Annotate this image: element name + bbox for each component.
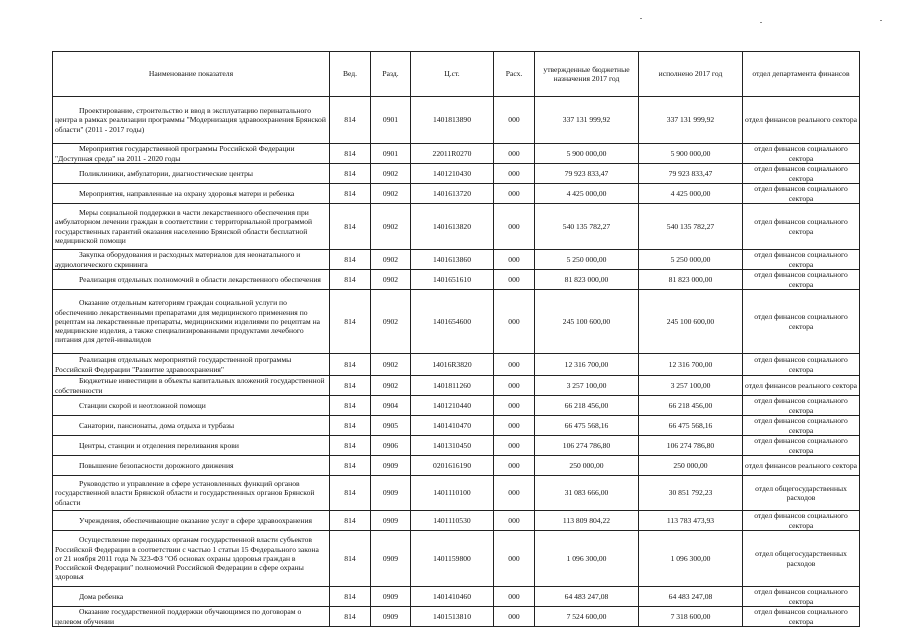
row-rash: 000 xyxy=(494,476,535,511)
row-approved: 337 131 999,92 xyxy=(535,97,639,144)
row-tsst: 1401210440 xyxy=(411,396,494,416)
row-name: Мероприятия государственной программы Российской Федерации "Доступная среда" на 2011 - 2020 годы xyxy=(53,144,330,164)
row-executed: 66 218 456,00 xyxy=(639,396,743,416)
row-approved: 245 100 600,00 xyxy=(535,290,639,354)
row-rash: 000 xyxy=(494,184,535,204)
row-razd: 0902 xyxy=(371,270,411,290)
row-approved: 5 250 000,00 xyxy=(535,250,639,270)
row-razd: 0902 xyxy=(371,290,411,354)
row-razd: 0901 xyxy=(371,144,411,164)
row-approved: 79 923 833,47 xyxy=(535,164,639,184)
header-ved: Вед. xyxy=(330,52,371,97)
row-rash: 000 xyxy=(494,97,535,144)
row-razd: 0901 xyxy=(371,97,411,144)
row-tsst: 1401159800 xyxy=(411,531,494,587)
row-executed: 337 131 999,92 xyxy=(639,97,743,144)
row-rash: 000 xyxy=(494,456,535,476)
row-tsst: 22011R0270 xyxy=(411,144,494,164)
row-executed: 5 250 000,00 xyxy=(639,250,743,270)
row-razd: 0906 xyxy=(371,436,411,456)
row-ved: 814 xyxy=(330,250,371,270)
row-rash: 000 xyxy=(494,436,535,456)
scan-speck xyxy=(760,22,762,23)
row-tsst: 1401110530 xyxy=(411,511,494,531)
header-razd: Разд. xyxy=(371,52,411,97)
row-executed: 4 425 000,00 xyxy=(639,184,743,204)
row-executed: 250 000,00 xyxy=(639,456,743,476)
row-ved: 814 xyxy=(330,184,371,204)
row-department: отдел финансов реального сектора xyxy=(743,376,860,396)
header-approved: утвержденные бюджетные назначения 2017 год xyxy=(535,52,639,97)
table-row xyxy=(53,531,860,587)
table-row xyxy=(53,607,860,627)
row-rash: 000 xyxy=(494,416,535,436)
row-razd: 0902 xyxy=(371,250,411,270)
row-tsst: 1401811260 xyxy=(411,376,494,396)
row-ved: 814 xyxy=(330,204,371,250)
row-name: Бюджетные инвестиции в объекты капитальных вложений государственной собственности xyxy=(53,376,330,396)
header-executed: исполнено 2017 год xyxy=(639,52,743,97)
row-ved: 814 xyxy=(330,531,371,587)
table-row xyxy=(53,184,860,204)
row-approved: 3 257 100,00 xyxy=(535,376,639,396)
row-rash: 000 xyxy=(494,270,535,290)
row-razd: 0902 xyxy=(371,354,411,376)
row-rash: 000 xyxy=(494,376,535,396)
row-department: отдел финансов социального сектора xyxy=(743,396,860,416)
row-department: отдел финансов социального сектора xyxy=(743,587,860,607)
scan-speck xyxy=(880,20,882,21)
row-executed: 81 823 000,00 xyxy=(639,270,743,290)
row-ved: 814 xyxy=(330,97,371,144)
row-executed: 64 483 247,08 xyxy=(639,587,743,607)
table-row xyxy=(53,396,860,416)
table-row xyxy=(53,587,860,607)
table-body xyxy=(53,97,860,627)
row-tsst: 1401310450 xyxy=(411,436,494,456)
row-razd: 0905 xyxy=(371,416,411,436)
row-executed: 79 923 833,47 xyxy=(639,164,743,184)
row-rash: 000 xyxy=(494,607,535,627)
row-ved: 814 xyxy=(330,607,371,627)
row-rash: 000 xyxy=(494,204,535,250)
row-executed: 245 100 600,00 xyxy=(639,290,743,354)
row-razd: 0902 xyxy=(371,204,411,250)
table-header-row xyxy=(53,52,860,97)
header-tsst: Ц.ст. xyxy=(411,52,494,97)
row-ved: 814 xyxy=(330,290,371,354)
table-row xyxy=(53,416,860,436)
row-approved: 5 900 000,00 xyxy=(535,144,639,164)
row-approved: 66 218 456,00 xyxy=(535,396,639,416)
row-rash: 000 xyxy=(494,250,535,270)
row-rash: 000 xyxy=(494,511,535,531)
row-tsst: 1401410460 xyxy=(411,587,494,607)
row-name: Реализация отдельных мероприятий государственной программы Российской Федерации "Развитие здравоохранения" xyxy=(53,354,330,376)
row-tsst: 14016R3820 xyxy=(411,354,494,376)
row-tsst: 1401654600 xyxy=(411,290,494,354)
row-tsst: 1401651610 xyxy=(411,270,494,290)
row-tsst: 1401813890 xyxy=(411,97,494,144)
row-name: Осуществление переданных органам государственной власти субъектов Российской Федерации в соответствии с частью 1 статьи 15 Федерального закона от 21 ноября 2011 года № 323-ФЗ "Об основах охраны здоровья граждан в Российской Федерации" полномочий Российской Федерации в сфере охраны здоровья xyxy=(53,531,330,587)
row-executed: 5 900 000,00 xyxy=(639,144,743,164)
row-name: Оказание государственной поддержки обучающимся по договорам о целевом обучении xyxy=(53,607,330,627)
row-tsst: 1401613820 xyxy=(411,204,494,250)
row-razd: 0909 xyxy=(371,476,411,511)
row-department: отдел общегосударственных расходов xyxy=(743,476,860,511)
row-approved: 250 000,00 xyxy=(535,456,639,476)
row-ved: 814 xyxy=(330,164,371,184)
row-department: отдел финансов социального сектора xyxy=(743,270,860,290)
header-name: Наименование показателя xyxy=(53,52,330,97)
row-name: Центры, станции и отделения переливания крови xyxy=(53,436,330,456)
row-approved: 64 483 247,08 xyxy=(535,587,639,607)
row-executed: 66 475 568,16 xyxy=(639,416,743,436)
row-name: Оказание отдельным категориям граждан социальной услуги по обеспечению лекарственными препаратами для медицинского применения по рецептам на лекарственные препараты, медицинскими изделиями по рецептам на медицинские изделия, а также специализированными продуктами лечебного питания для детей-инвалидов xyxy=(53,290,330,354)
row-tsst: 1401110100 xyxy=(411,476,494,511)
scan-speck xyxy=(640,18,642,19)
row-razd: 0902 xyxy=(371,184,411,204)
table-row xyxy=(53,354,860,376)
row-name: Реализация отдельных полномочий в области лекарственного обеспечения xyxy=(53,270,330,290)
row-executed: 7 318 600,00 xyxy=(639,607,743,627)
row-razd: 0902 xyxy=(371,376,411,396)
row-executed: 113 783 473,93 xyxy=(639,511,743,531)
row-department: отдел общегосударственных расходов xyxy=(743,531,860,587)
table-row xyxy=(53,290,860,354)
row-rash: 000 xyxy=(494,144,535,164)
row-department: отдел финансов социального сектора xyxy=(743,354,860,376)
row-executed: 30 851 792,23 xyxy=(639,476,743,511)
row-executed: 3 257 100,00 xyxy=(639,376,743,396)
row-executed: 540 135 782,27 xyxy=(639,204,743,250)
row-razd: 0909 xyxy=(371,607,411,627)
row-razd: 0904 xyxy=(371,396,411,416)
row-approved: 12 316 700,00 xyxy=(535,354,639,376)
row-executed: 106 274 786,80 xyxy=(639,436,743,456)
row-department: отдел финансов реального сектора xyxy=(743,97,860,144)
row-razd: 0902 xyxy=(371,164,411,184)
row-approved: 7 524 600,00 xyxy=(535,607,639,627)
table-row xyxy=(53,270,860,290)
row-department: отдел финансов социального сектора xyxy=(743,144,860,164)
row-ved: 814 xyxy=(330,416,371,436)
row-approved: 1 096 300,00 xyxy=(535,531,639,587)
row-razd: 0909 xyxy=(371,587,411,607)
row-name: Станции скорой и неотложной помощи xyxy=(53,396,330,416)
row-name: Меры социальной поддержки в части лекарственного обеспечения при амбулаторном лечении граждан в соответствии с территориальной программой государственных гарантий оказания населению Брянской области бесплатной медицинской помощи xyxy=(53,204,330,250)
row-name: Закупка оборудования и расходных материалов для неонатального и аудиологического скрининга xyxy=(53,250,330,270)
row-name: Дома ребенка xyxy=(53,587,330,607)
row-approved: 4 425 000,00 xyxy=(535,184,639,204)
table-row xyxy=(53,456,860,476)
row-name: Повышение безопасности дорожного движения xyxy=(53,456,330,476)
table-row xyxy=(53,250,860,270)
row-tsst: 1401410470 xyxy=(411,416,494,436)
row-approved: 113 809 804,22 xyxy=(535,511,639,531)
row-razd: 0909 xyxy=(371,531,411,587)
row-executed: 12 316 700,00 xyxy=(639,354,743,376)
row-department: отдел финансов реального сектора xyxy=(743,456,860,476)
header-department: отдел департамента финансов xyxy=(743,52,860,97)
row-department: отдел финансов социального сектора xyxy=(743,416,860,436)
row-tsst: 1401513810 xyxy=(411,607,494,627)
row-razd: 0909 xyxy=(371,511,411,531)
row-approved: 31 083 666,00 xyxy=(535,476,639,511)
row-department: отдел финансов социального сектора xyxy=(743,204,860,250)
row-razd: 0909 xyxy=(371,456,411,476)
row-department: отдел финансов социального сектора xyxy=(743,184,860,204)
row-ved: 814 xyxy=(330,587,371,607)
row-department: отдел финансов социального сектора xyxy=(743,290,860,354)
row-name: Санатории, пансионаты, дома отдыха и турбазы xyxy=(53,416,330,436)
row-approved: 66 475 568,16 xyxy=(535,416,639,436)
row-rash: 000 xyxy=(494,587,535,607)
row-tsst: 1401210430 xyxy=(411,164,494,184)
table-row xyxy=(53,376,860,396)
row-approved: 540 135 782,27 xyxy=(535,204,639,250)
row-department: отдел финансов социального сектора xyxy=(743,436,860,456)
row-department: отдел финансов социального сектора xyxy=(743,607,860,627)
table-row xyxy=(53,164,860,184)
row-department: отдел финансов социального сектора xyxy=(743,250,860,270)
row-name: Проектирование, строительство и ввод в эксплуатацию перинатального центра в рамках реализации программы "Модернизация здравоохранения Брянской области" (2011 - 2017 годы) xyxy=(53,97,330,144)
row-name: Руководство и управление в сфере установленных функций органов государственной власти Брянской области и государственных органов Брянской области xyxy=(53,476,330,511)
row-rash: 000 xyxy=(494,290,535,354)
row-ved: 814 xyxy=(330,436,371,456)
row-ved: 814 xyxy=(330,511,371,531)
row-rash: 000 xyxy=(494,531,535,587)
row-approved: 106 274 786,80 xyxy=(535,436,639,456)
table-row xyxy=(53,436,860,456)
row-name: Поликлиники, амбулатории, диагностические центры xyxy=(53,164,330,184)
row-ved: 814 xyxy=(330,396,371,416)
row-department: отдел финансов социального сектора xyxy=(743,511,860,531)
row-ved: 814 xyxy=(330,376,371,396)
row-rash: 000 xyxy=(494,354,535,376)
row-ved: 814 xyxy=(330,144,371,164)
table-row xyxy=(53,204,860,250)
budget-report-table xyxy=(52,51,860,627)
table-row xyxy=(53,476,860,511)
row-rash: 000 xyxy=(494,396,535,416)
row-tsst: 1401613860 xyxy=(411,250,494,270)
row-department: отдел финансов социального сектора xyxy=(743,164,860,184)
row-name: Учреждения, обеспечивающие оказание услуг в сфере здравоохранения xyxy=(53,511,330,531)
header-rash: Расх. xyxy=(494,52,535,97)
table-row xyxy=(53,511,860,531)
row-approved: 81 823 000,00 xyxy=(535,270,639,290)
row-tsst: 1401613720 xyxy=(411,184,494,204)
row-tsst: 0201616190 xyxy=(411,456,494,476)
row-rash: 000 xyxy=(494,164,535,184)
row-ved: 814 xyxy=(330,354,371,376)
row-executed: 1 096 300,00 xyxy=(639,531,743,587)
row-ved: 814 xyxy=(330,456,371,476)
row-ved: 814 xyxy=(330,476,371,511)
table-row xyxy=(53,97,860,144)
table-row xyxy=(53,144,860,164)
row-name: Мероприятия, направленные на охрану здоровья матери и ребенка xyxy=(53,184,330,204)
row-ved: 814 xyxy=(330,270,371,290)
